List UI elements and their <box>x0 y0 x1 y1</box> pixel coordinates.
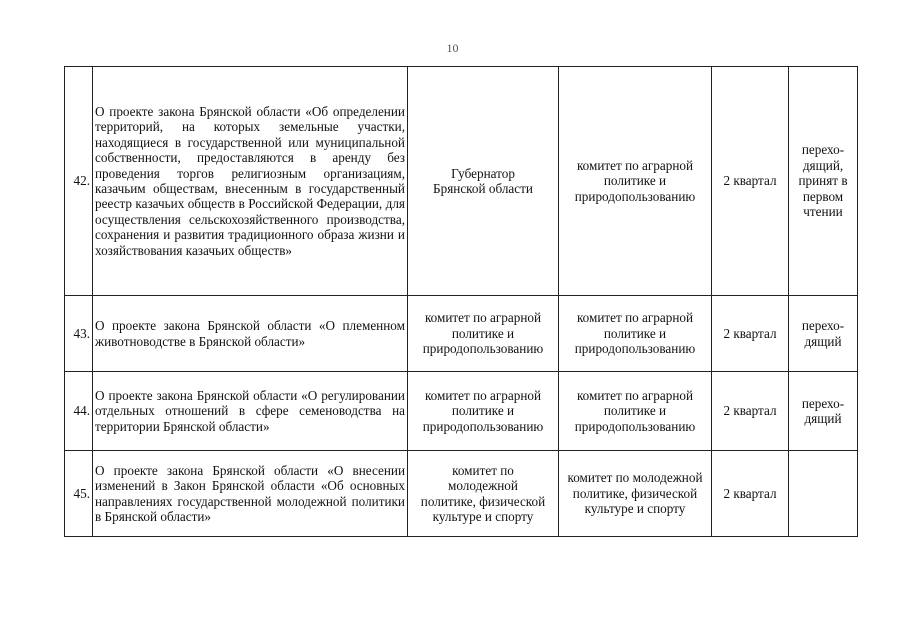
bill-title: О проекте закона Брянской области «О внесении изменений в Закон Брянской области «Об основных направлениях государственной молодежной политики в Брянской области» <box>93 451 408 537</box>
status-note-cell <box>789 451 858 537</box>
responsible-committee-cell: комитет по аграрной политике и природопользованию <box>559 372 712 451</box>
responsible-committee-cell: комитет по аграрной политике и природопользованию <box>559 296 712 372</box>
legislative-plan-table <box>64 66 858 537</box>
term-cell: 2 квартал <box>712 296 789 372</box>
status-note-cell: перехо-дящий, принят в первом чтении <box>789 67 858 296</box>
term-cell: 2 квартал <box>712 372 789 451</box>
table-row <box>65 451 858 537</box>
row-number: 44. <box>65 372 93 451</box>
term-cell: 2 квартал <box>712 67 789 296</box>
bill-title: О проекте закона Брянской области «О регулировании отдельных отношений в сфере семеноводства на территории Брянской области» <box>93 372 408 451</box>
table-row <box>65 372 858 451</box>
table-row <box>65 296 858 372</box>
initiator-cell: комитет по аграрной политике и природопользованию <box>408 296 559 372</box>
initiator-cell: комитет по молодежной политике, физической культуре и спорту <box>408 451 559 537</box>
bill-title: О проекте закона Брянской области «Об определении территорий, на которых земельные участки, находящиеся в государственной или муниципальной собственности, предоставляются в аренду без проведения торгов религиозным организациям, казачьим обществам, внесенным в государственный реестр казачьих обществ в Российской Федерации, для осуществления сельскохозяйственного производства, сохранения и развития традиционного образа жизни и хозяйствования казачьих обществ» <box>93 67 408 296</box>
table-row <box>65 67 858 296</box>
status-note-cell: перехо-дящий <box>789 372 858 451</box>
initiator-cell: Губернатор Брянской области <box>408 67 559 296</box>
row-number: 45. <box>65 451 93 537</box>
status-note-cell: перехо-дящий <box>789 296 858 372</box>
row-number: 43. <box>65 296 93 372</box>
bill-title: О проекте закона Брянской области «О племенном животноводстве в Брянской области» <box>93 296 408 372</box>
initiator-cell: комитет по аграрной политике и природопользованию <box>408 372 559 451</box>
responsible-committee-cell: комитет по молодежной политике, физической культуре и спорту <box>559 451 712 537</box>
term-cell: 2 квартал <box>712 451 789 537</box>
page-number: 10 <box>446 41 459 55</box>
row-number: 42. <box>65 67 93 296</box>
responsible-committee-cell: комитет по аграрной политике и природопользованию <box>559 67 712 296</box>
